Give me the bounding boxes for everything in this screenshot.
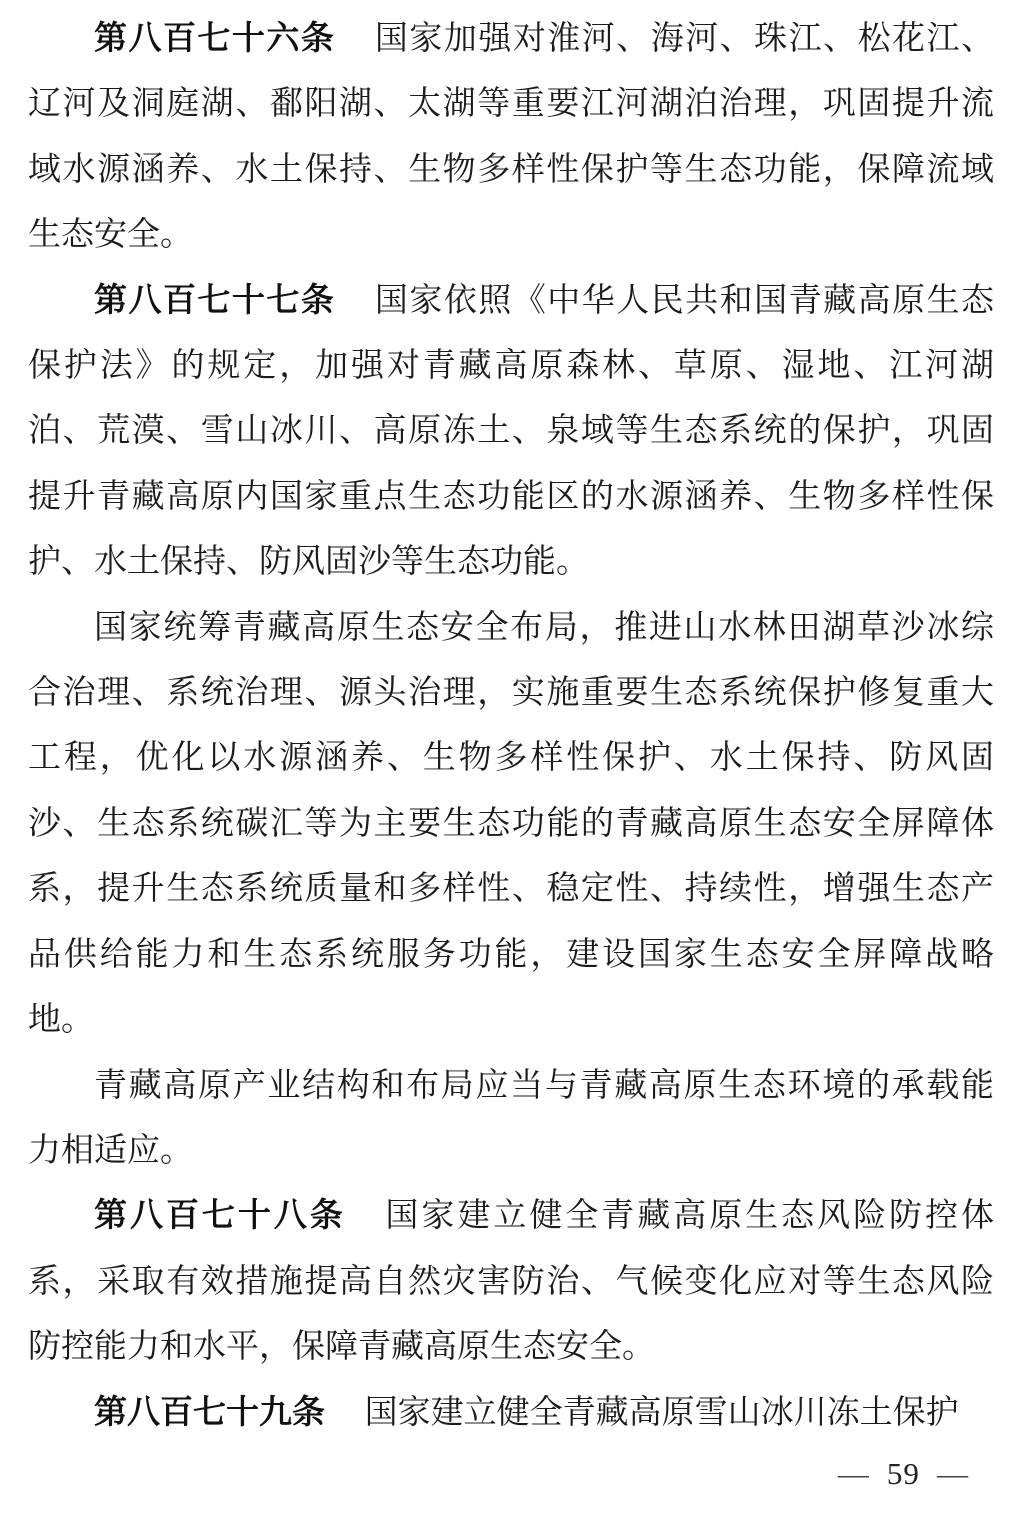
text-line: 保护法》的规定，加强对青藏高原森林、草原、湿地、江河湖 [28,348,994,385]
text-line: 辽河及洞庭湖、鄱阳湖、太湖等重要江河湖泊治理，巩固提升流 [28,86,994,123]
article-number: 第八百七十八条 [94,1198,346,1235]
text-line: 第八百七十七条 国家依照《中华人民共和国青藏高原生态 [94,282,995,319]
text-line: 国家统筹青藏高原生态安全布局，推进山水林田湖草沙冰综 [94,609,994,646]
page-footer [821,1452,986,1496]
text-line: 提升青藏高原内国家重点生态功能区的水源涵养、生物多样性保 [28,478,994,515]
text-line: 地。 [28,1002,94,1039]
page-number-dash-left: — [837,1456,870,1491]
text-line: 第八百七十八条 国家建立健全青藏高原生态风险防控体 [94,1198,995,1235]
text-line: 青藏高原产业结构和布局应当与青藏高原生态环境的承载能 [94,1067,994,1104]
text-line: 力相适应。 [28,1132,193,1169]
text-line: 系，提升生态系统质量和多样性、稳定性、持续性，增强生态产 [28,871,994,908]
text-line: 防控能力和水平，保障青藏高原生态安全。 [28,1329,655,1366]
paragraph-list [28,7,994,1446]
article-number: 第八百七十六条 [94,21,336,57]
page-number-dash-right: — [936,1456,969,1491]
article-number: 第八百七十七条 [94,282,336,319]
text-line: 合治理、系统治理、源头治理，实施重要生态系统保护修复重大 [28,675,994,712]
text-line: 沙、生态系统碳汇等为主要生态功能的青藏高原生态安全屏障体 [28,805,994,842]
text-line: 系，采取有效措施提高自然灾害防治、气候变化应对等生态风险 [28,1263,994,1300]
text-line: 泊、荒漠、雪山冰川、高原冻土、泉域等生态系统的保护，巩固 [28,413,994,450]
text-line: 第八百七十六条 国家加强对淮河、海河、珠江、松花江、 [94,21,995,57]
text-line: 域水源涵养、水土保持、生物多样性保护等生态功能，保障流域 [28,151,994,188]
text-line: 第八百七十九条 国家建立健全青藏高原雪山冰川冻土保护 [94,1394,959,1431]
text-line: 生态安全。 [28,217,193,254]
page-number: 59 [886,1456,920,1491]
article-number: 第八百七十九条 [94,1394,325,1431]
text-line: 护、水土保持、防风固沙等生态功能。 [28,544,589,581]
text-line: 品供给能力和生态系统服务功能，建设国家生态安全屏障战略 [28,936,994,973]
text-line: 工程，优化以水源涵养、生物多样性保护、水土保持、防风固 [28,740,994,777]
